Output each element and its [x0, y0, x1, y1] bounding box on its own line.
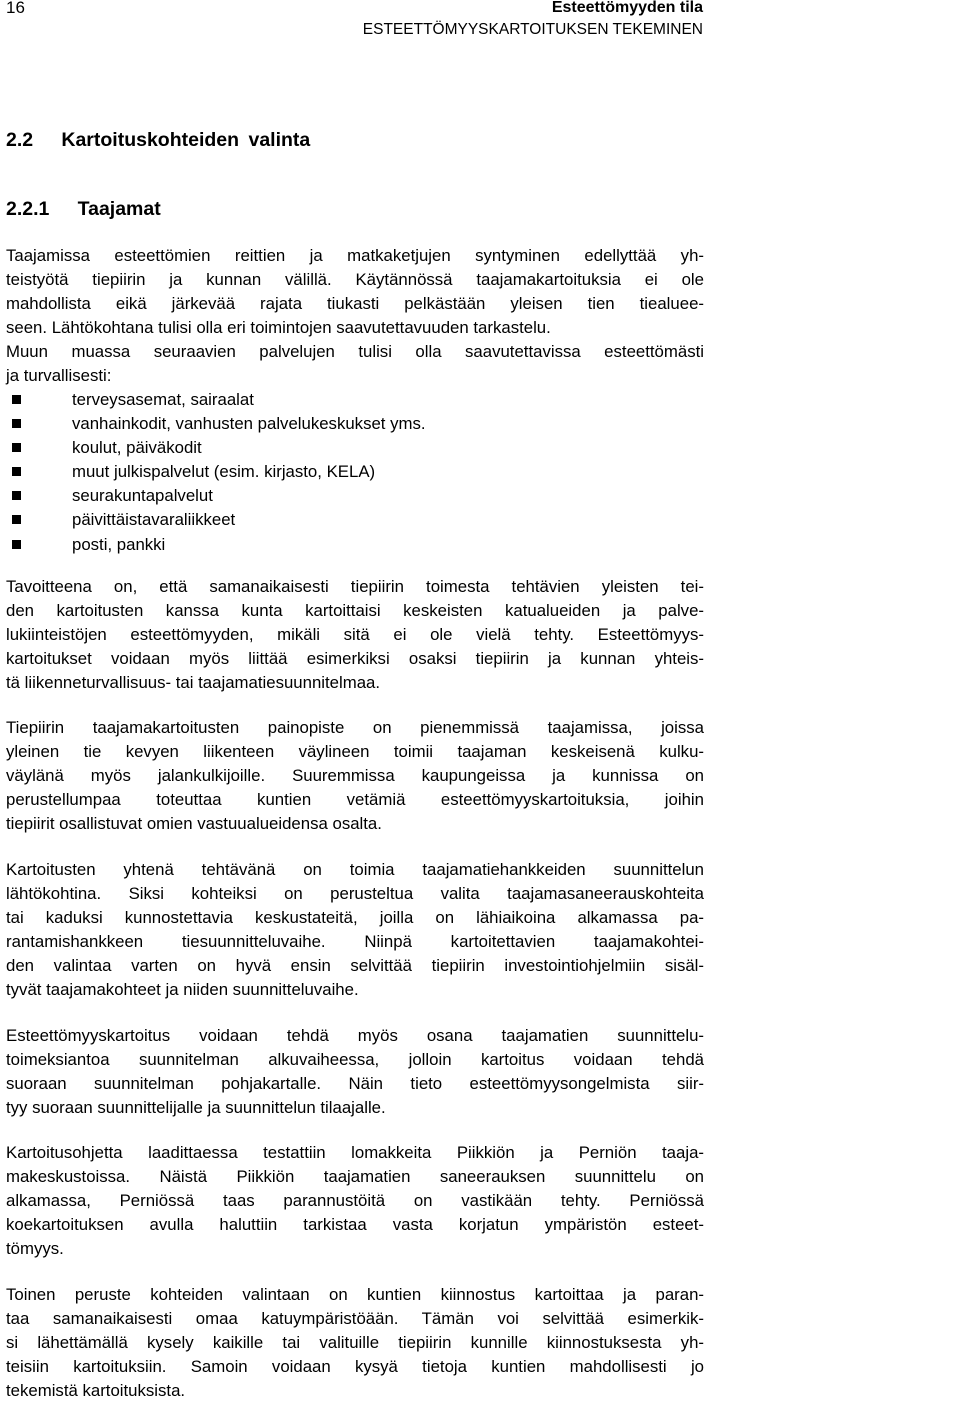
text-line: Tiepiirin taajamakartoitusten painopiste on pienemmissä taajamissa, joissa [6, 718, 704, 737]
bullet-square-icon [12, 395, 21, 404]
list-item: posti, pankki [6, 533, 704, 557]
bullet-square-icon [12, 443, 21, 452]
text-line: taa samanaikaisesti omaa katuympäristöään. Tämän voi selvittää esimerkik- [6, 1309, 704, 1329]
text-line: si lähettämällä kysely kaikille tai valituille tiepiirin kunnille kiinnostuksesta yh- [6, 1333, 704, 1353]
text-line: tömyys. [6, 1239, 64, 1259]
text-line: mahdollista eikä järkevää rajata tiukasti pelkästään yleisen tien tiealuee- [6, 294, 704, 314]
text-line: teistyötä tiepiirin ja kunnan välillä. Käytännössä taajamakartoituksia ei ole [6, 270, 704, 290]
running-head [363, 0, 703, 41]
text-line: Kartoitusohjetta laadittaessa testattiin lomakkeita Piikkiön ja Perniön taaja- [6, 1143, 704, 1162]
text-line: tiepiirit osallistuvat omien vastuualueidensa osalta. [6, 814, 382, 834]
paragraph-6 [6, 1141, 704, 1261]
text-line: Kartoitusten yhtenä tehtävänä on toimia taajamatiehankkeiden suunnittelun [6, 860, 704, 879]
text-line: tä liikenneturvallisuus- tai taajamatiesuunnitelmaa. [6, 673, 381, 693]
subsection-number: 2.2.1 [6, 198, 50, 220]
text-line: väylänä myös jalankulkijoille. Suuremmissa kaupungeissa ja kunnissa on [6, 766, 704, 786]
bullet-square-icon [12, 491, 21, 500]
paragraph-1 [6, 244, 704, 389]
text-line: lähtökohtina. Siksi kohteiksi on perusteltua valita taajamasaneerauskohteita [6, 884, 704, 904]
text-line: alkamassa, Perniössä taas parannustöitä on vastikään tehty. Perniössä [6, 1191, 704, 1211]
bullet-square-icon [12, 515, 21, 524]
text-line: toimeksiantoa suunnitelman alkuvaiheessa, jolloin kartoitus voidaan tehdä [6, 1050, 704, 1070]
subsection-heading [6, 197, 704, 221]
list-item: muut julkispalvelut (esim. kirjasto, KELA) [6, 460, 704, 484]
page-number: 16 [6, 0, 25, 17]
text-line: perustellumpaa toteuttaa kuntien vetämiä esteettömyyskartoituksia, joihin [6, 790, 704, 810]
text-line: makeskustoissa. Näistä Piikkiön taajamatien saneerauksen suunnittelu on [6, 1167, 704, 1187]
section-title: Kartoituskohteiden valinta [61, 129, 311, 151]
paragraph-5 [6, 1024, 704, 1120]
services-list [6, 388, 704, 557]
text-line: rantamishankkeen tiesuunnitteluvaihe. Niinpä kartoitettavien taajamakohtei- [6, 932, 704, 952]
section-heading [6, 128, 704, 152]
text-line: yleinen tie kevyen liikenteen väylineen toimii taajaman keskeisenä kulku- [6, 742, 704, 762]
text-line: den valintaa varten on hyvä ensin selvittää tiepiirin investointiohjelmiin sisäl- [6, 956, 704, 976]
text-line: seen. Lähtökohtana tulisi olla eri toimintojen saavutettavuuden tarkastelu. [6, 318, 551, 338]
running-head-title: Esteettömyyden tila [551, 0, 703, 16]
text-line: tai kaduksi kunnostettavia keskustateitä, joilla on lähiaikoina alkamassa pa- [6, 908, 704, 928]
text-line: tyvät taajamakohteet ja niiden suunnitteluvaihe. [6, 980, 359, 1000]
subsection-title: Taajamat [77, 198, 161, 220]
list-item: koulut, päiväkodit [6, 436, 704, 460]
list-item: päivittäistavaraliikkeet [6, 508, 704, 532]
paragraph-2 [6, 575, 704, 695]
text-line: tekemistä kartoituksista. [6, 1381, 186, 1401]
text-line: Muun muassa seuraavien palvelujen tulisi olla saavutettavissa esteettömästi [6, 342, 704, 362]
text-line: ja turvallisesti: [6, 366, 112, 386]
bullet-square-icon [12, 467, 21, 476]
paragraph-3 [6, 716, 704, 836]
paragraph-4 [6, 858, 704, 1003]
text-line: koekartoituksen avulla haluttiin tarkistaa vasta korjatun ympäristön esteet- [6, 1215, 704, 1235]
text-line: Esteettömyyskartoitus voidaan tehdä myös osana taajamatien suunnittelu- [6, 1026, 704, 1045]
text-line: lukiinteistöjen esteettömyyden, mikäli sitä ei ole vielä tehty. Esteettömyys- [6, 625, 704, 645]
text-line: den kartoitusten kanssa kunta kartoittaisi keskeisten katualueiden ja palve- [6, 601, 704, 621]
bullet-square-icon [12, 419, 21, 428]
running-head-subtitle: ESTEETTÖMYYSKARTOITUKSEN TEKEMINEN [362, 21, 703, 38]
text-line: kartoitukset voidaan myös liittää esimerkiksi osaksi tiepiirin ja kunnan yhteis- [6, 649, 704, 669]
text-line: Taajamissa esteettömien reittien ja matkaketjujen syntyminen edellyttää yh- [6, 246, 704, 265]
section-number: 2.2 [6, 129, 34, 151]
paragraph-7 [6, 1283, 704, 1403]
text-line: Tavoitteena on, että samanaikaisesti tiepiirin toimesta tehtävien yleisten tei- [6, 577, 704, 596]
text-line: tyy suoraan suunnittelijalle ja suunnittelun tilaajalle. [6, 1098, 386, 1118]
text-line: Toinen peruste kohteiden valintaan on kuntien kiinnostus kartoittaa ja paran- [6, 1285, 704, 1304]
list-item: seurakuntapalvelut [6, 484, 704, 508]
bullet-square-icon [12, 540, 21, 549]
text-line: teisiin kartoituksiin. Samoin voidaan kysyä tietoja kuntien mahdollisesti jo [6, 1357, 704, 1377]
list-item: vanhainkodit, vanhusten palvelukeskukset yms. [6, 412, 704, 436]
text-line: suoraan suunnitelman pohjakartalle. Näin tieto esteettömyysongelmista siir- [6, 1074, 704, 1094]
list-item: terveysasemat, sairaalat [6, 388, 704, 412]
